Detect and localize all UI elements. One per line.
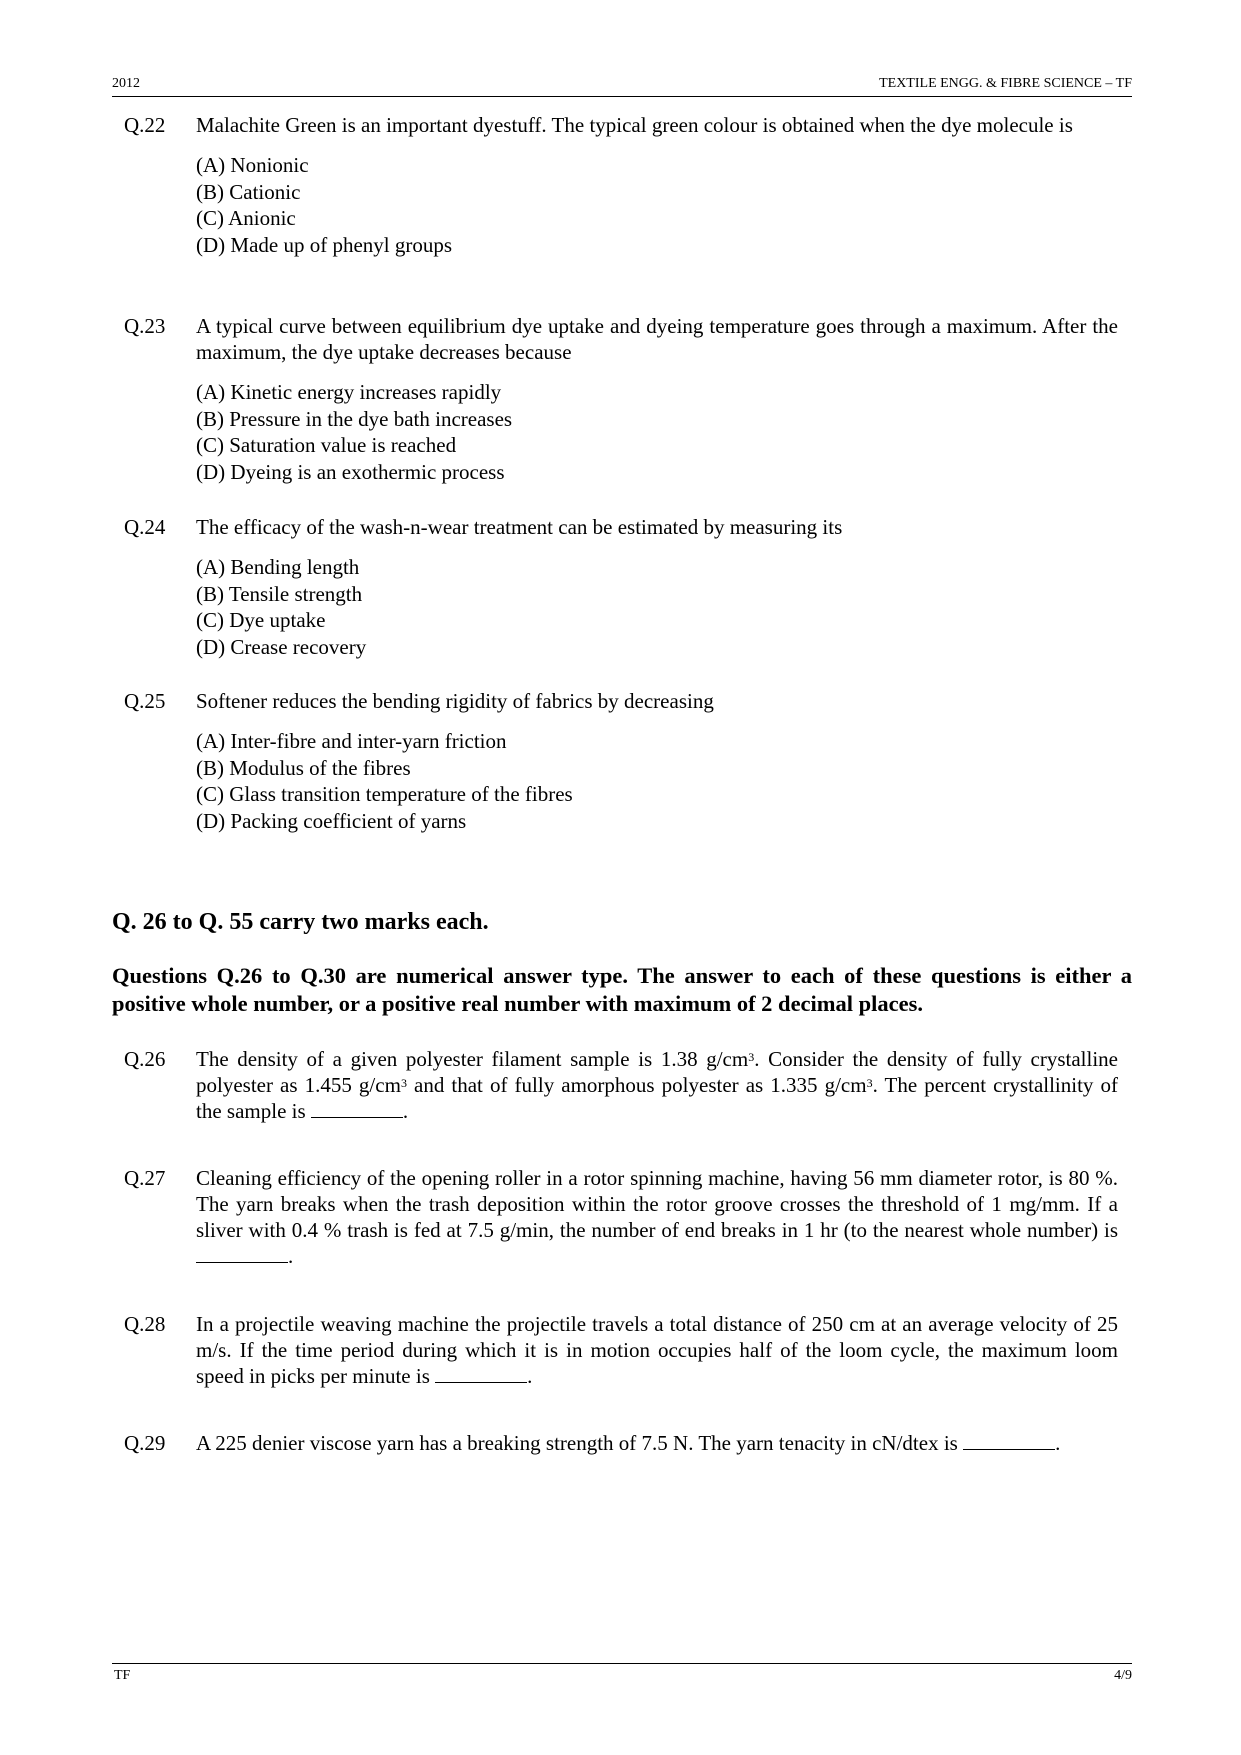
question-number: Q.22 [124, 113, 166, 137]
question-text: Softener reduces the bending rigidity of fabrics by decreasing [196, 689, 714, 713]
question-22 [124, 112, 1118, 258]
option-d: (D) Crease recovery [196, 634, 367, 659]
footer-code: TF [114, 1668, 131, 1683]
question-text: A typical curve between equilibrium dye uptake and dyeing temperature goes through a maximum. After the maximum, the dye uptake decreases because [196, 314, 1118, 364]
options-list [196, 728, 1118, 834]
options-list [196, 152, 1118, 258]
question-23 [124, 313, 1118, 485]
question-27 [124, 1165, 1118, 1269]
question-number: Q.24 [124, 515, 166, 539]
question-number: Q.26 [124, 1047, 166, 1071]
option-b: (B) Tensile strength [196, 581, 363, 606]
option-c: (C) Saturation value is reached [196, 433, 457, 457]
question-text: The density of a given polyester filament sample is 1.38 $g/cm^3$. Consider the density of fully crystalline polyester as 1.455 $g/cm^3$ and that of fully amorphous polyester as 1.335 $g/cm^3$. The percent crystallinity of the sample is . [196, 1047, 1118, 1123]
option-b: (B) Modulus of the fibres [196, 755, 411, 780]
question-25 [124, 688, 1118, 834]
options-list [196, 379, 1118, 485]
options-list [196, 554, 1118, 660]
option-b: (B) Pressure in the dye bath increases [196, 406, 513, 431]
option-d: (D) Made up of phenyl groups [196, 232, 453, 257]
answer-blank [311, 1099, 403, 1118]
answer-blank [196, 1244, 288, 1263]
question-number: Q.25 [124, 689, 166, 713]
option-c: (C) Glass transition temperature of the fibres [196, 782, 573, 806]
section-note: Questions Q.26 to Q.30 are numerical answer type. The answer to each of these questions is either a positive whole number, or a positive real number with maximum of 2 decimal places. [112, 963, 1132, 1016]
footer-rule [112, 1663, 1132, 1664]
header-subject: TEXTILE ENGG. & FIBRE SCIENCE – TF [879, 76, 1132, 91]
question-24 [124, 514, 1118, 660]
question-number: Q.28 [124, 1312, 166, 1336]
option-d: (D) Packing coefficient of yarns [196, 808, 467, 833]
answer-blank [435, 1364, 527, 1383]
option-a: (A) Bending length [196, 555, 360, 579]
option-a: (A) Inter-fibre and inter-yarn friction [196, 729, 507, 753]
page-header [112, 74, 1132, 97]
question-text: A 225 denier viscose yarn has a breaking strength of 7.5 N. The yarn tenacity in cN/dtex is . [196, 1431, 1061, 1455]
question-26 [124, 1046, 1118, 1124]
section-title: Q. 26 to Q. 55 carry two marks each. [112, 909, 489, 935]
option-c: (C) Dye uptake [196, 608, 326, 632]
option-b: (B) Cationic [196, 179, 301, 204]
header-year: 2012 [112, 76, 140, 91]
option-c: (C) Anionic [196, 206, 296, 230]
answer-blank [963, 1431, 1055, 1450]
question-text: In a projectile weaving machine the projectile travels a total distance of 250 cm at an average velocity of 25 m/s. If the time period during which it is in motion occupies half of the loom cycle, the maximum loom speed in picks per minute is . [196, 1312, 1118, 1388]
option-d: (D) Dyeing is an exothermic process [196, 459, 505, 484]
question-28 [124, 1311, 1118, 1389]
question-number: Q.27 [124, 1166, 166, 1190]
question-text: Malachite Green is an important dyestuff. The typical green colour is obtained when the dye molecule is [196, 113, 1073, 137]
question-text: The efficacy of the wash-n-wear treatment can be estimated by measuring its [196, 515, 843, 539]
question-29 [124, 1430, 1118, 1456]
option-a: (A) Nonionic [196, 153, 309, 177]
option-a: (A) Kinetic energy increases rapidly [196, 380, 502, 404]
page-number: 4/9 [1114, 1668, 1132, 1683]
question-number: Q.29 [124, 1431, 166, 1455]
question-text: Cleaning efficiency of the opening roller in a rotor spinning machine, having 56 mm diameter rotor, is 80 %. The yarn breaks when the trash deposition within the rotor groove crosses the threshold of 1 mg/mm. If a sliver with 0.4 % trash is fed at 7.5 g/min, the number of end breaks in 1 hr (to the nearest whole number) is . [196, 1166, 1118, 1268]
question-number: Q.23 [124, 314, 166, 338]
